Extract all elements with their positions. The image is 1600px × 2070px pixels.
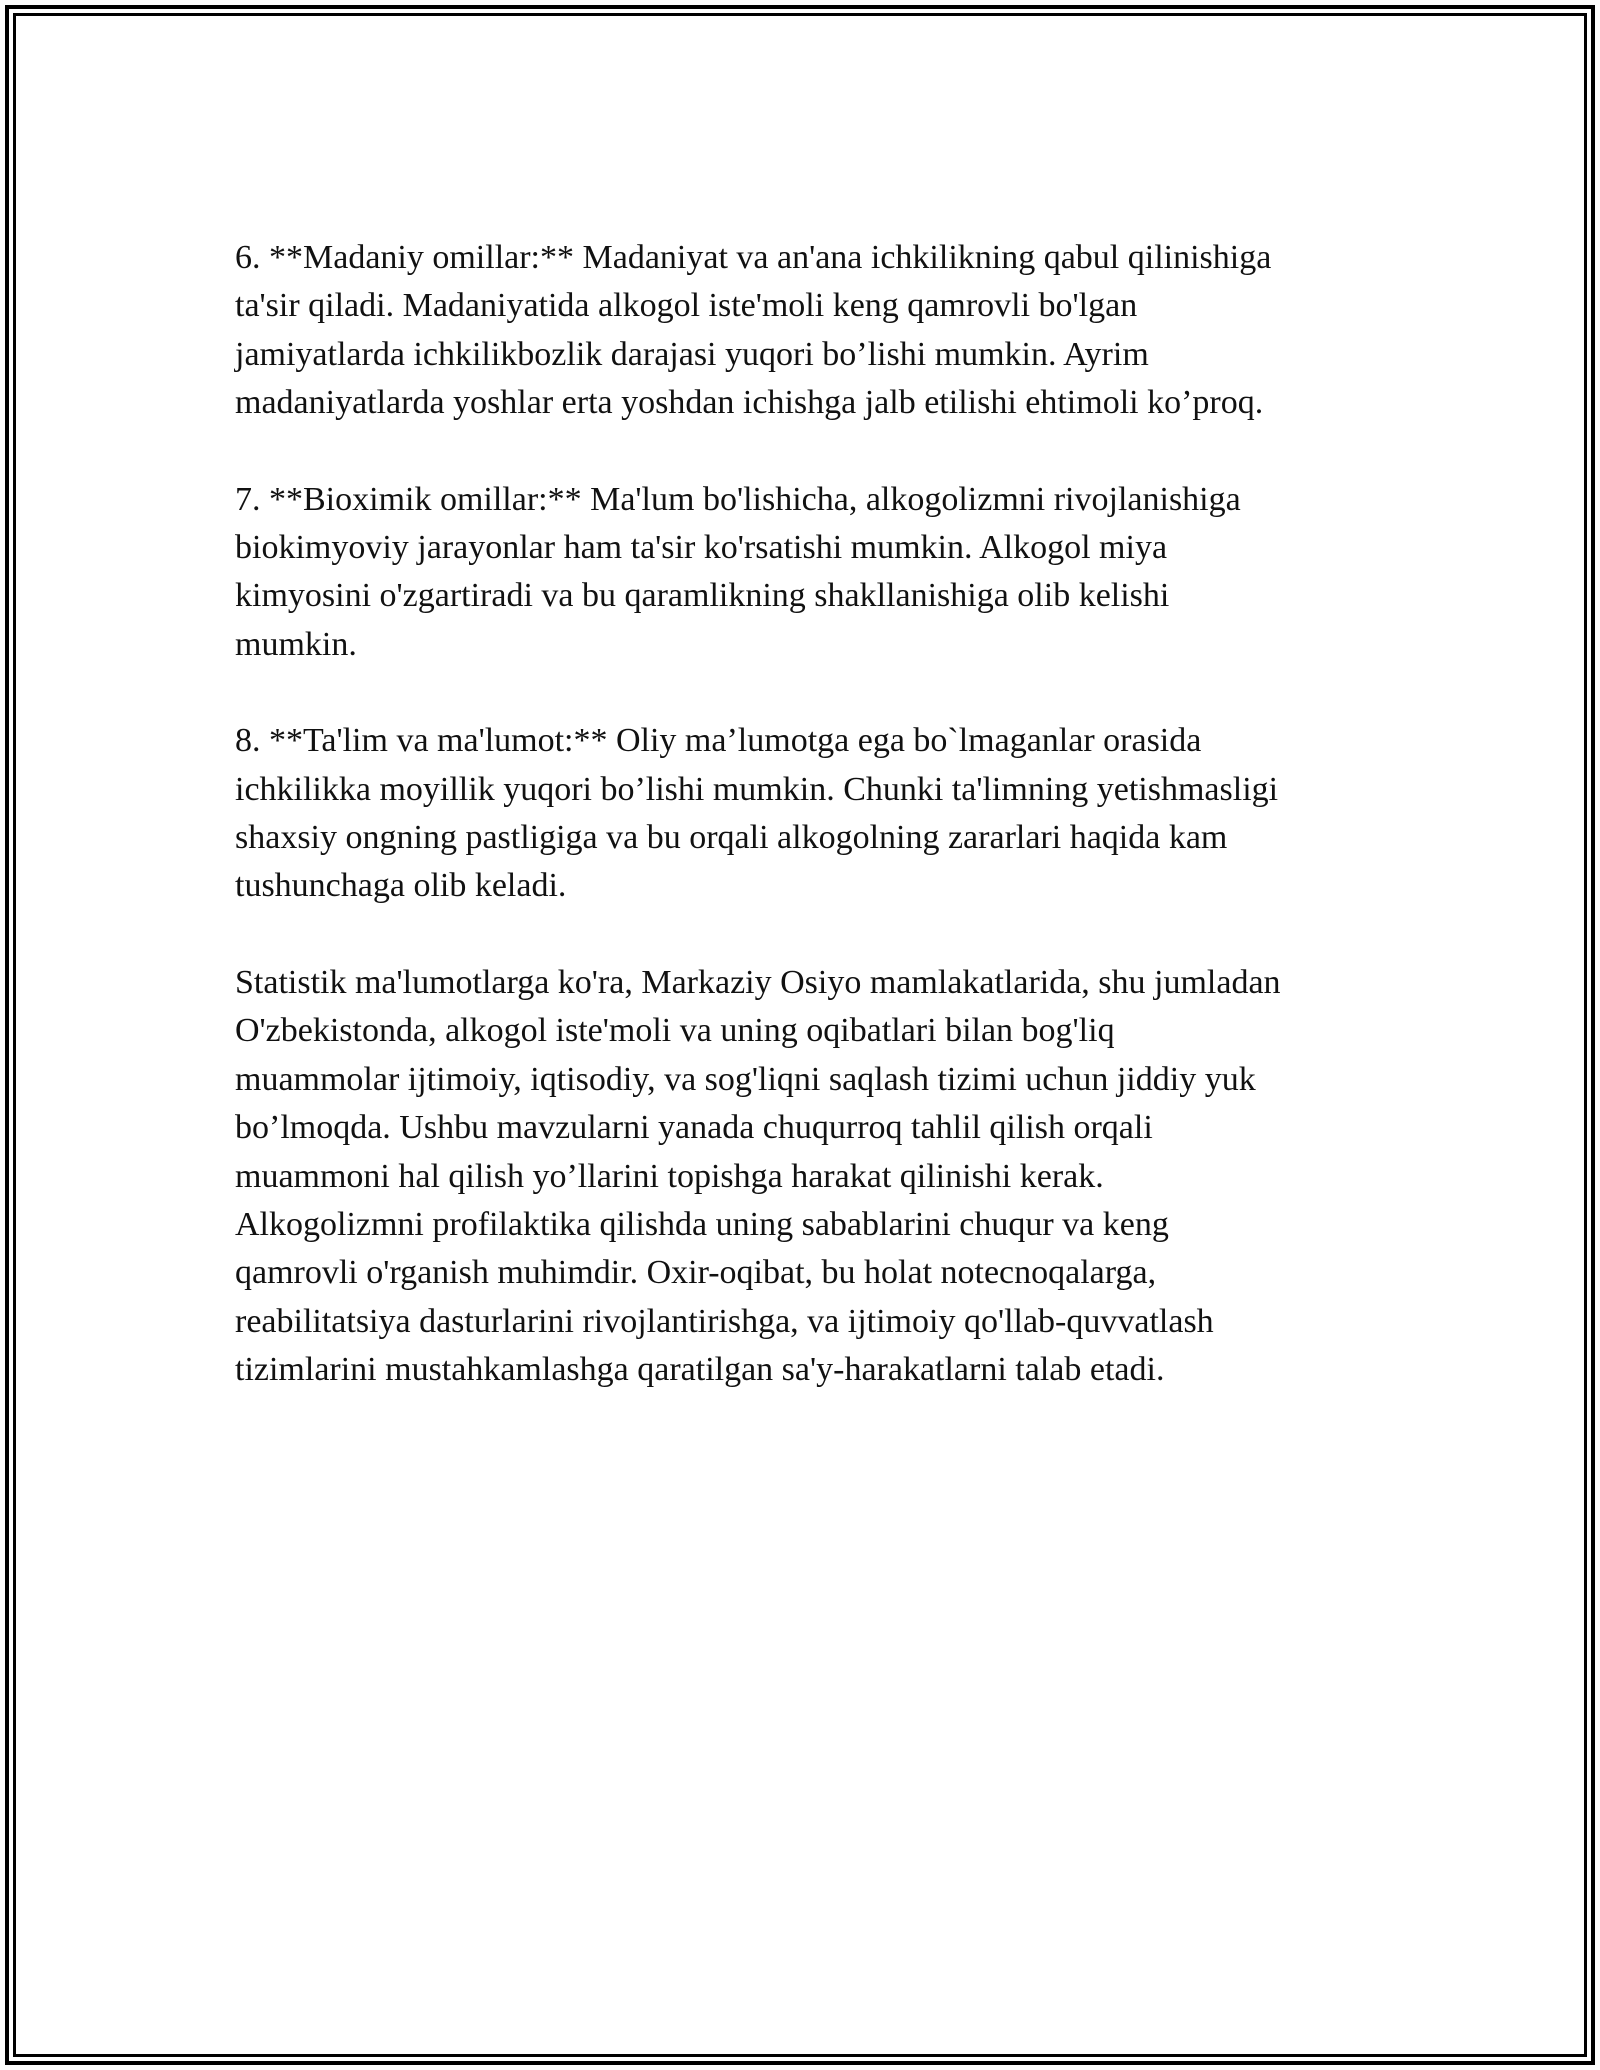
document-body bbox=[235, 234, 1375, 1443]
paragraph-education-factors: 8. **Ta'lim va ma'lumot:** Oliy ma’lumotga ega bo`lmaganlar orasida ichkilikka moyillik yuqori bo’lishi mumkin. Chunki ta'limning yetishmasligi shaxsiy ongning pastligiga va bu orqali alkogolning zararlari haqida kam tushunchaga olib keladi. bbox=[235, 722, 1279, 905]
paragraph-cultural-factors: 6. **Madaniy omillar:** Madaniyat va an'ana ichkilikning qabul qilinishiga ta'sir qiladi. Madaniyatida alkogol iste'moli keng qamrovli bo'lgan jamiyatlarda ichkilikbozlik darajasi yuqori bo’lishi mumkin. Ayrim madaniyatlarda yoshlar erta yoshdan ichishga jalb etilishi ehtimoli ko’proq. bbox=[235, 239, 1272, 422]
paragraph-biochemical-factors: 7. **Bioximik omillar:** Ma'lum bo'lishicha, alkogolizmni rivojlanishiga biokimyoviy jarayonlar ham ta'sir ko'rsatishi mumkin. Alkogol miya kimyosini o'zgartiradi va bu qaramlikning shakllanishiga olib kelishi mumkin. bbox=[235, 480, 1241, 663]
paragraph-statistics-conclusion: Statistik ma'lumotlarga ko'ra, Markaziy Osiyo mamlakatlarida, shu jumladan O'zbekistonda, alkogol iste'moli va uning oqibatlari bilan bog'liq muammolar ijtimoiy, iqtisodiy, va sog'liqni saqlash tizimi uchun jiddiy yuk bo’lmoqda. Ushbu mavzularni yanada chuqurroq tahlil qilish orqali muammoni hal qilish yo’llarini topishga harakat qilinishi kerak. Alkogolizmni profilaktika qilishda uning sabablarini chuqur va keng qamrovli o'rganish muhimdir. Oxir-oqibat, bu holat notecnoqalarga, reabilitatsiya dasturlarini rivojlantirishga, va ijtimoiy qo'llab-quvvatlash tizimlarini mustahkamlashga qaratilgan sa'y-harakatlarni talab etadi. bbox=[235, 963, 1281, 1389]
